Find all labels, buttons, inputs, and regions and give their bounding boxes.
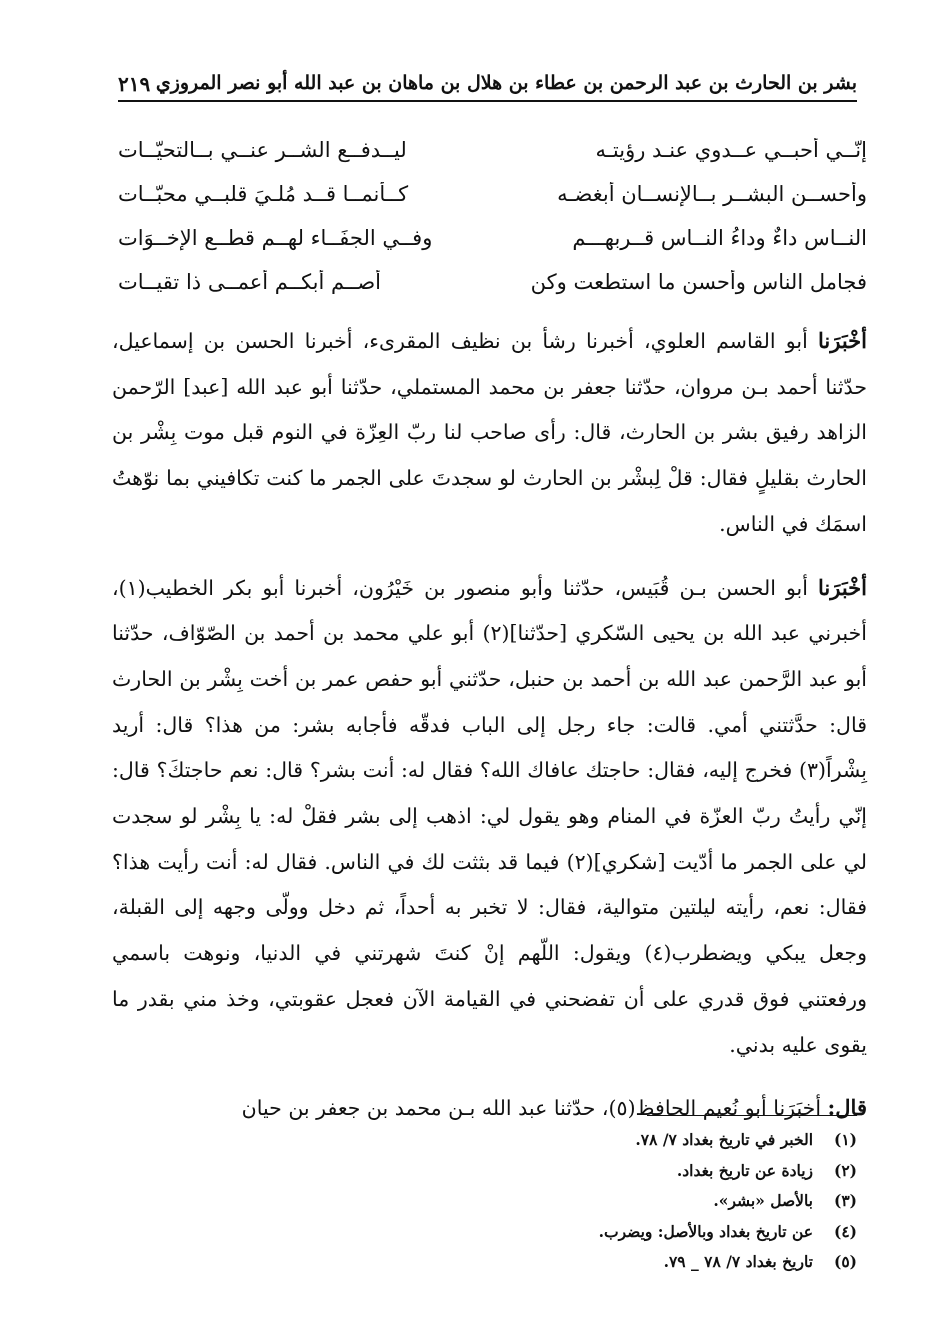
verse-first-hemistich: وأحســن البشــر بــالإنســان أبغضـه xyxy=(557,182,867,206)
footnote xyxy=(457,1186,857,1217)
body-text xyxy=(112,318,867,1149)
footnote-number: (٤) xyxy=(833,1221,857,1241)
footnote xyxy=(457,1217,857,1248)
footnote xyxy=(457,1247,857,1278)
paragraph xyxy=(112,565,867,1069)
footnote-text: الخبر في تاريخ بغداد ٧/ ٧٨. xyxy=(635,1130,813,1149)
footnote-text: زيادة عن تاريخ بغداد. xyxy=(676,1160,813,1180)
paragraph-lead: قال: xyxy=(827,1095,867,1121)
footnote-text: بالأصل «بشر». xyxy=(713,1191,813,1210)
paragraph xyxy=(112,318,867,548)
verse-second-hemistich: أصــم أبكــم أعمــى ذا تقيــات xyxy=(118,270,381,294)
paragraph-lead: أخْبَرَنا xyxy=(818,574,867,600)
verse-second-hemistich: كــأنمــا قــد مُلـيَ قلبــي محبّــات xyxy=(118,182,409,206)
verse-first-hemistich: النــاس داءٌ وداءُ النــاس قــربهـــم xyxy=(572,226,867,250)
paragraph-text: أبو الحسن بـن قُبَيس، حدّثنا وأبو منصور بن خَيْرُون، أخبرنا أبو بكر الخطيب(١)، أخبرني عبد الله بن يحيى السّكري [حدّثنا](٢) أبو علي محمد بن أحمد بن الصّوّاف، حدّثنا أبو عبد الرَّحمن عبد الله بن أحمد بن حنبل، حدّثني أبو حفص عمر بن أخت بِشْر بن الحارث قال: حدَّثتني أمي. قالت: جاء رجل إلى الباب فدقّه فأجابه بشر: من هذا؟ قال: أريد بِشْراً(٣) فخرج إليه، فقال: حاجتك عافاك الله؟ فقال له: أنت بشر؟ قال: نعم حاجتكَ؟ قال: إنّي رأيتُ ربّ العزّة في المنام وهو يقول لي: اذهب إلى بشر فقلْ له: يا بِشْر لو سجدت لي على الجمر ما أدّيت [شكري](٢) فيما قد بثثت لك في الناس. فقال له: أنت رأيت هذا؟ فقال: نعم، رأيته ليلتين متوالية، فقال: لا تخبر به أحداً، ثم دخل وولّى وجهه إلى القبلة، وجعل يبكي ويضطرب(٤) ويقول: اللّهم إنْ كنتَ شهرتني في الدنيا، ونوهت باسمي ورفعتني فوق قدري على أن تفضحني في القيامة الآن فعجل عقوبتي، وخذ مني بقدر ما يقوى عليه بدني. xyxy=(112,575,868,1057)
page-header xyxy=(118,72,857,102)
verse-second-hemistich: وفــي الجفَــاء لهــم قطــع الإخــوَات xyxy=(118,226,433,250)
poem-verse xyxy=(118,270,867,314)
footnote-number: (٥) xyxy=(833,1252,857,1271)
footnote-number: (٢) xyxy=(833,1160,857,1180)
footnote-number: (٣) xyxy=(833,1191,857,1210)
poem-verse xyxy=(118,138,867,182)
poem-verse xyxy=(118,182,867,226)
poem-verse xyxy=(118,226,867,270)
footnote-text: تاريخ بغداد ٧/ ٧٨ _ ٧٩. xyxy=(663,1252,813,1271)
verse-second-hemistich: ليــدفــع الشــر عنــي بــالتحيّــات xyxy=(118,138,407,162)
verse-first-hemistich: فجامل الناس وأحسن ما استطعت وكن xyxy=(530,270,867,294)
paragraph-text: أبو القاسم العلوي، أخبرنا رشأ بن نظيف المقرىء، أخبرنا الحسن بن إسماعيل، حدّثنا أحمد بـن مروان، حدّثنا جعفر بن محمد المستملي، حدّثنا أبو عبد الله [عبد] الرّحمن الزاهد رفيق بشر بن الحارث، قال: رأى صاحب لنا ربّ العِزّة في النوم قبل موت بِشْر بن الحارث بقليلٍ فقال: قلْ لِبشْر بن الحارث لو سجدتَ على الجمر ما كنت تكافيني بما نوّهتُ اسمَك في الناس. xyxy=(112,329,867,536)
paragraph-lead: أخْبَرَنا xyxy=(818,328,867,353)
poem xyxy=(118,138,867,314)
footnotes xyxy=(457,1125,857,1278)
footnotes-divider xyxy=(647,1115,857,1116)
paragraph-text: أخبَرَنا أبو نُعيم الحافظ(٥)، حدّثنا عبد الله بـن محمد بن جعفر بن حيان xyxy=(241,1096,828,1121)
verse-first-hemistich: إنّــي أحبــي عــدوي عنـد رؤيتـه xyxy=(595,138,867,162)
page-number: ٢١٩ xyxy=(118,72,151,96)
running-title: بشر بن الحارث بن عبد الرحمن بن عطاء بن هلال بن ماهان بن عبد الله أبو نصر المروزي xyxy=(155,72,857,94)
footnote xyxy=(457,1156,857,1187)
footnote-text: عن تاريخ بغداد وبالأصل: ويضرب. xyxy=(598,1221,813,1241)
footnote-number: (١) xyxy=(833,1130,857,1149)
footnote xyxy=(457,1125,857,1156)
